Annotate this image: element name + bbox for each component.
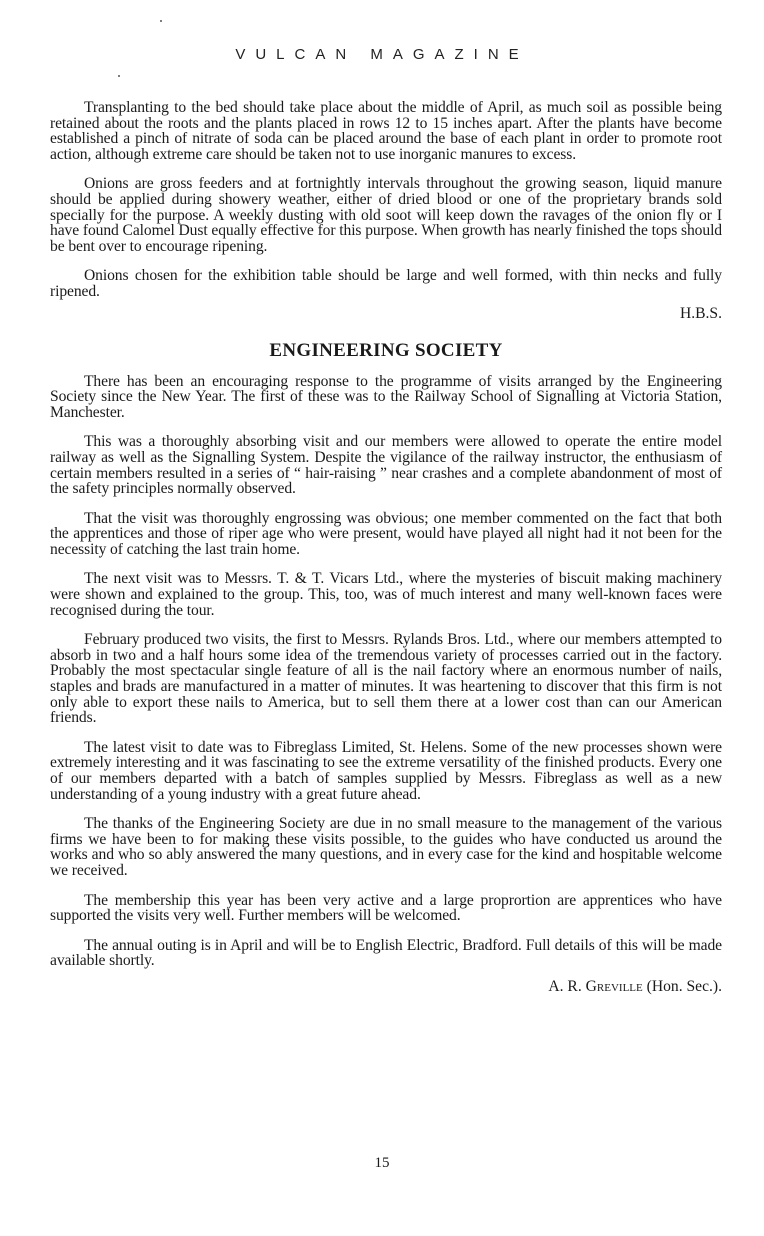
paragraph: This was a thoroughly absorbing visit and our members were allowed to operate the entire model railway as well as the Signalling System. Despite the vigilance of the railway instructor, the enthusiasm of certain members resulted in a series of “ hair-raising ” near crashes and a complete abandonment of most of the safety principles normally observed. <box>50 433 722 498</box>
paragraph: The latest visit to date was to Fibreglass Limited, St. Helens. Some of the new processes shown were extremely interesting and it was fascinating to see the extreme versatility of the finished products. Every one of our members departed with a batch of samples supplied by Messrs. Fibreglass as well as a new understanding of a young industry with a great future ahead. <box>50 738 722 803</box>
paragraph: The membership this year has been very active and a large proprortion are apprentices who have supported the visits very well. Further members will be welcomed. <box>50 891 722 925</box>
scan-speck <box>160 20 162 22</box>
signature-name: Greville <box>585 977 643 995</box>
page-number: 15 <box>374 1155 390 1171</box>
author-signature <box>50 979 722 995</box>
scan-speck <box>118 75 120 77</box>
paragraph: The next visit was to Messrs. T. & T. Vicars Ltd., where the mysteries of biscuit making machinery were shown and explained to the group. This, too, was of much interest and many well-known faces were recognised during the tour. <box>50 570 722 619</box>
signature-initials: A. R. <box>548 977 582 995</box>
paragraph: Onions chosen for the exhibition table should be large and well formed, with thin necks and fully ripened. <box>50 267 722 300</box>
paragraph: There has been an encouraging response to the programme of visits arranged by the Engineering Society since the New Year. The first of these was to the Railway School of Signalling at Victoria Station, Manchester. <box>50 372 722 421</box>
paragraph: Transplanting to the bed should take place about the middle of April, as much soil as possible being retained about the roots and the plants placed in rows 12 to 15 inches apart. After the plants have become established a pinch of nitrate of soda can be placed around the base of each plant in order to promote root action, although extreme care should be taken not to use inorganic manures to excess. <box>50 99 722 163</box>
signature-role: (Hon. Sec.). <box>646 977 722 995</box>
article-onions <box>50 100 722 322</box>
paragraph: February produced two visits, the first to Messrs. Rylands Bros. Ltd., where our members attempted to absorb in two and a half hours some idea of the tremendous variety of processes carried out in the factory. Probably the most spectacular single feature of all is the nail factory where an enormous number of nails, staples and brads are manufactured in a matter of minutes. It was heartening to discover that this firm is not only able to export these nails to America, but to sell them there at a lower cost than can our American friends. <box>50 631 722 727</box>
running-title: VULCAN MAGAZINE <box>235 46 529 63</box>
author-signature: H.B.S. <box>679 304 722 322</box>
paragraph: That the visit was thoroughly engrossing was obvious; one member commented on the fact that both the apprentices and those of riper age who were present, would have played all night had it not been for the necessity of catching the last train home. <box>50 509 722 558</box>
article-engineering-society <box>50 340 722 995</box>
section-title: ENGINEERING SOCIETY <box>269 339 503 361</box>
paragraph: The annual outing is in April and will be to English Electric, Bradford. Full details of this will be made available shortly. <box>50 936 722 970</box>
paragraph: The thanks of the Engineering Society are due in no small measure to the management of the various firms we have been to for making these visits possible, to the guides who have conducted us around the works and who so ably answered the many questions, and in every case for the kind and hospitable welcome we received. <box>50 815 722 879</box>
page-body <box>50 100 722 1013</box>
paragraph: Onions are gross feeders and at fortnightly intervals throughout the growing season, liquid manure should be applied during showery weather, either of dried blood or one of the proprietary brands sold specially for the purpose. A weekly dusting with old soot will keep down the ravages of the onion fly or I have found Calomel Dust equally effective for this purpose. When growth has nearly finished the tops should be bent over to encourage ripening. <box>50 175 722 255</box>
